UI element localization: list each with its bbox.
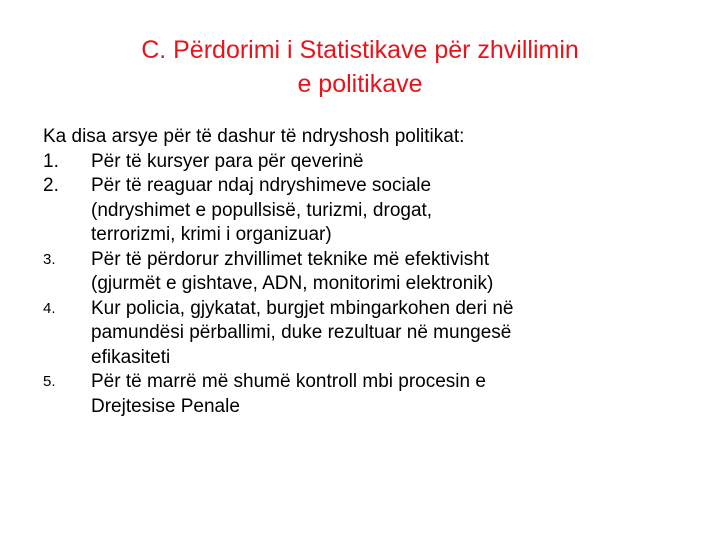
list-item-text: [91, 248, 693, 297]
list-item-line: Drejtesise Penale: [91, 395, 240, 417]
list-number: 4.: [43, 299, 56, 317]
list-item: [43, 174, 693, 248]
list-number: 1.: [43, 150, 59, 172]
list-number: 3.: [43, 250, 56, 268]
list-item: [43, 297, 693, 371]
list-item-line: Për të përdorur zhvillimet teknike më efektivisht: [91, 248, 490, 270]
list-item-line: (gjurmët e gishtave, ADN, monitorimi elektronik): [91, 273, 494, 294]
list-item-line: (ndryshimet e popullsisë, turizmi, drogat,: [91, 199, 433, 221]
list-item-line: Për të kursyer para për qeverinë: [91, 150, 364, 172]
list-number: 5.: [43, 373, 56, 390]
list-item-line: efikasiteti: [91, 346, 171, 368]
intro-text: Ka disa arsye për të dashur të ndryshosh politikat:: [43, 126, 465, 147]
list-item: [43, 248, 693, 297]
list-item-text: [91, 297, 693, 371]
list-item-line: Kur policia, gjykatat, burgjet mbingarkohen deri në: [91, 297, 514, 319]
slide-title-line: e politikave: [297, 70, 423, 98]
list-item-line: Për të marrë më shumë kontroll mbi procesin e: [91, 371, 486, 392]
list-item: [43, 370, 693, 419]
list-item-line: terrorizmi, krimi i organizuar): [91, 224, 332, 245]
list-item: [43, 150, 693, 175]
list-item-text: [91, 370, 693, 419]
slide-title-line: C. Përdorimi i Statistikave për zhvillimin: [141, 36, 579, 64]
slide-body: [43, 125, 693, 419]
slide-title: [20, 33, 700, 101]
list-item-line: Për të reaguar ndaj ndryshimeve sociale: [91, 175, 432, 196]
list-item-line: pamundësi përballimi, duke rezultuar në mungesë: [91, 322, 512, 343]
list-item-text: [91, 174, 693, 248]
list-item-text: [91, 150, 693, 175]
list-number: 2.: [43, 175, 59, 196]
